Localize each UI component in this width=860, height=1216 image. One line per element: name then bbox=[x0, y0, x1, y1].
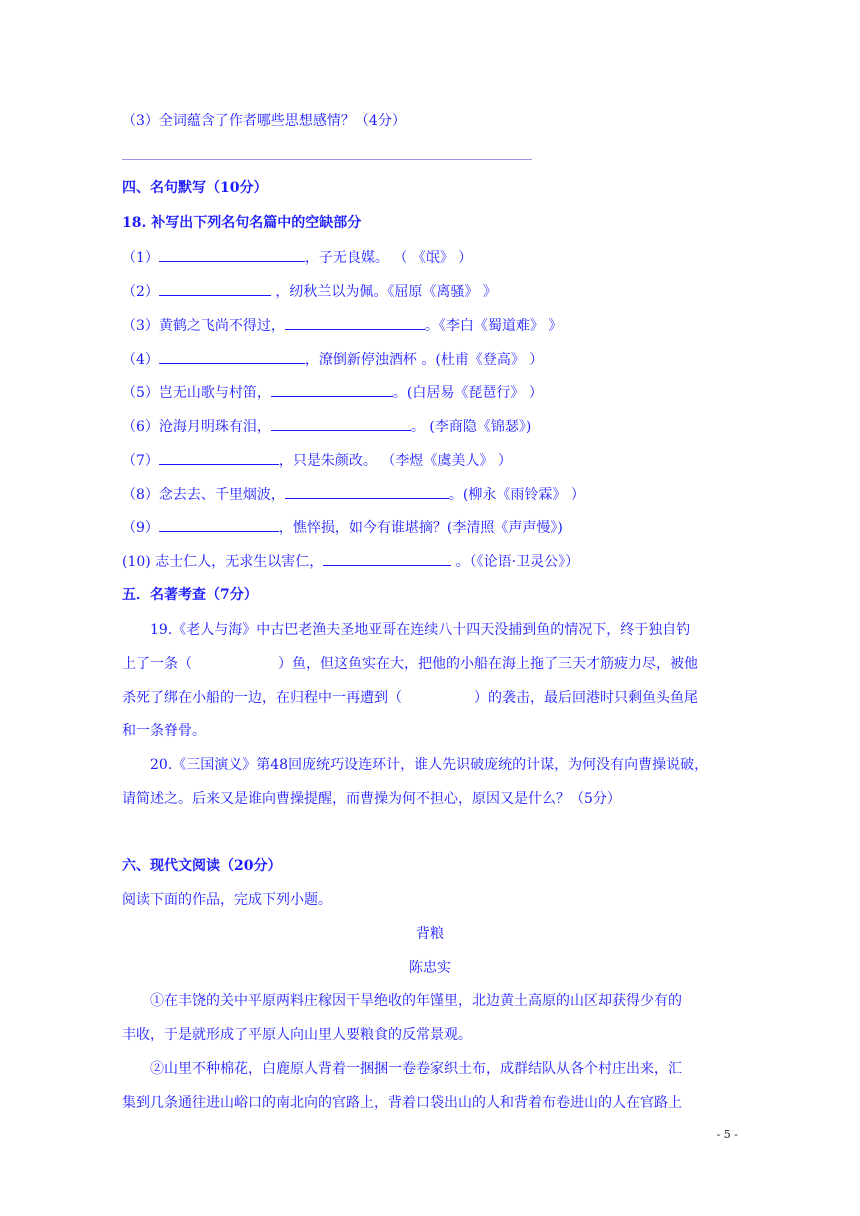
blank bbox=[323, 551, 451, 566]
fill-item: （7） ，只是朱颜改。 （李煜《虞美人》 ） bbox=[122, 450, 512, 471]
question-20-line-1: 20.《三国演义》第48回庞统巧设连环计，谁人先识破庞统的计谋，为何没有向曹操说破， bbox=[150, 757, 709, 773]
question-20-line-2: 请简述之。后来又是谁向曹操提醒，而曹操为何不担心，原因又是什么？（5分） bbox=[122, 791, 621, 807]
blank bbox=[159, 450, 279, 465]
paragraph-1-line-2: 丰收，于是就形成了平原人向山里人要粮食的反常景观。 bbox=[122, 1027, 472, 1043]
fill-item: （8）念去去、千里烟波， 。(柳永《雨铃霖》 ） bbox=[122, 484, 585, 505]
paragraph-1-line-1: ①在丰饶的关中平原两料庄稼因干旱绝收的年馑里，北边黄土高原的山区却获得少有的 bbox=[150, 993, 682, 1009]
fill-item: （6）沧海月明珠有泪， 。 (李商隐《锦瑟》) bbox=[122, 416, 531, 437]
blank bbox=[159, 281, 271, 296]
fill-item: （1） ，子无良媒。 （ 《氓》 ） bbox=[122, 247, 472, 268]
article-title: 背粮 bbox=[416, 926, 444, 942]
question-3: （3）全词蕴含了作者哪些思想感情？（4分） bbox=[122, 113, 406, 129]
question-19-line-1: 19.《老人与海》中古巴老渔夫圣地亚哥在连续八十四天没捕到鱼的情况下，终于独自钓 bbox=[150, 622, 691, 638]
question-19-line-3: 杀死了绑在小船的一边，在归程中一再遭到（ ）的袭击，最后回港时只剩鱼头鱼尾 bbox=[122, 690, 698, 706]
page-number: - 5 - bbox=[716, 1128, 738, 1141]
blank bbox=[285, 315, 425, 330]
item-number: （1） bbox=[122, 250, 159, 266]
blank bbox=[271, 416, 411, 431]
fill-item: （3）黄鹤之飞尚不得过， 。《李白《蜀道难》 》 bbox=[122, 315, 562, 336]
fill-item: （5）岂无山歌与村笛， 。(白居易《琵琶行》 ） bbox=[122, 382, 543, 403]
paragraph-2-line-2: 集到几条通往进山峪口的南北向的官路上，背着口袋出山的人和背着布卷进山的人在官路上 bbox=[122, 1095, 682, 1111]
fill-item: (10) 志士仁人，无求生以害仁， 。（《论语·卫灵公》） bbox=[122, 551, 579, 572]
section-4-title: 四、名句默写（10分） bbox=[122, 180, 268, 196]
blank bbox=[159, 349, 305, 364]
paragraph-2-line-1: ②山里不种棉花，白鹿原人背着一捆捆一卷卷家织土布，成群结队从各个村庄出来，汇 bbox=[150, 1061, 682, 1077]
fill-item: （4） ，潦倒新停浊酒杯 。(杜甫《登高》 ） bbox=[122, 349, 543, 370]
blank bbox=[159, 247, 305, 262]
fill-item: （2） ，纫秋兰以为佩。《屈原《离骚》 》 bbox=[122, 281, 497, 302]
answer-line bbox=[122, 159, 532, 160]
fill-item: （9） ，憔悴损，如今有谁堪摘？(李清照《声声慢》) bbox=[122, 517, 563, 538]
blank bbox=[159, 517, 279, 532]
blank bbox=[285, 484, 449, 499]
blank bbox=[271, 382, 393, 397]
article-author: 陈忠实 bbox=[409, 960, 451, 976]
section-6-title: 六、现代文阅读（20分） bbox=[122, 858, 282, 874]
question-19-line-2: 上了一条（ ）鱼，但这鱼实在大，把他的小船在海上拖了三天才筋疲力尽，被他 bbox=[122, 656, 698, 672]
question-18: 18. 补写出下列名句名篇中的空缺部分 bbox=[122, 215, 362, 231]
question-19-line-4: 和一条脊骨。 bbox=[122, 723, 206, 739]
section-5-title: 五．名著考查（7分） bbox=[122, 587, 258, 603]
reading-instruction: 阅读下面的作品，完成下列小题。 bbox=[122, 892, 332, 908]
